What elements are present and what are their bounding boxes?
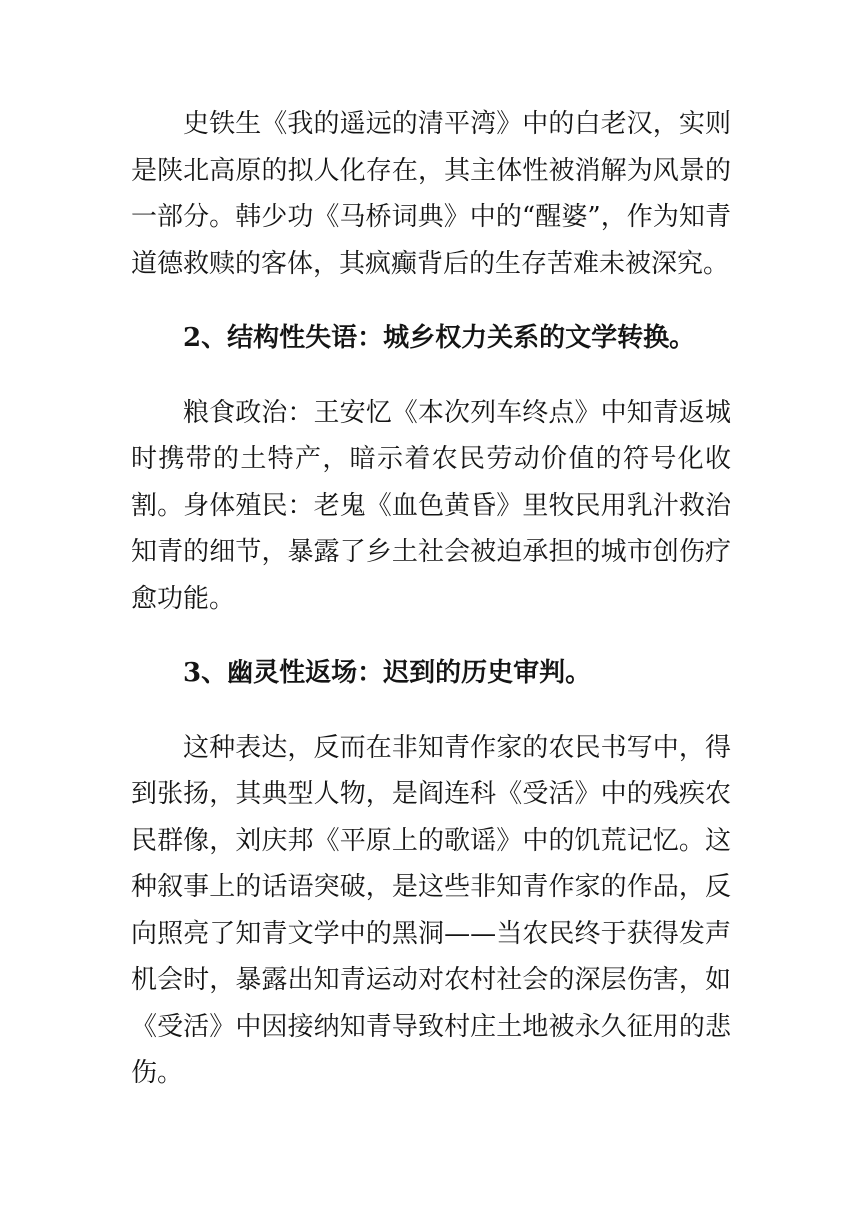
section-heading-ghostly-return: 3、幽灵性返场：迟到的历史审判。 [183, 658, 592, 688]
paragraph-non-zhiqing-writers: 这种表达，反而在非知青作家的农民书写中，得到张扬，其典型人物，是阎连科《受活》中的残疾农民群像，刘庆邦《平原上的歌谣》中的饥荒记忆。这种叙事上的话语突破，是这些非知青作家的作品，反向照亮了知青文学中的黑洞——当农民终于获得发声机会时，暴露出知青运动对农村社会的深层伤害，如《受活》中因接纳知青导致村庄土地被永久征用的悲伤。 [131, 732, 731, 1088]
paragraph-food-and-body-politics: 粮食政治：王安忆《本次列车终点》中知青返城时携带的土特产，暗示着农民劳动价值的符号化收割。身体殖民：老鬼《血色黄昏》里牧民用乳汁救治知青的细节，暴露了乡土社会被迫承担的城市创伤疗愈功能。 [131, 397, 731, 614]
paragraph-rural-characters: 史铁生《我的遥远的清平湾》中的白老汉，实则是陕北高原的拟人化存在，其主体性被消解为风景的一部分。韩少功《马桥词典》中的“醒婆”，作为知青道德救赎的客体，其疯癫背后的生存苦难未被深究。 [131, 109, 731, 279]
section-heading-structural-silence: 2、结构性失语：城乡权力关系的文学转换。 [183, 323, 696, 353]
document-body [131, 101, 731, 1097]
